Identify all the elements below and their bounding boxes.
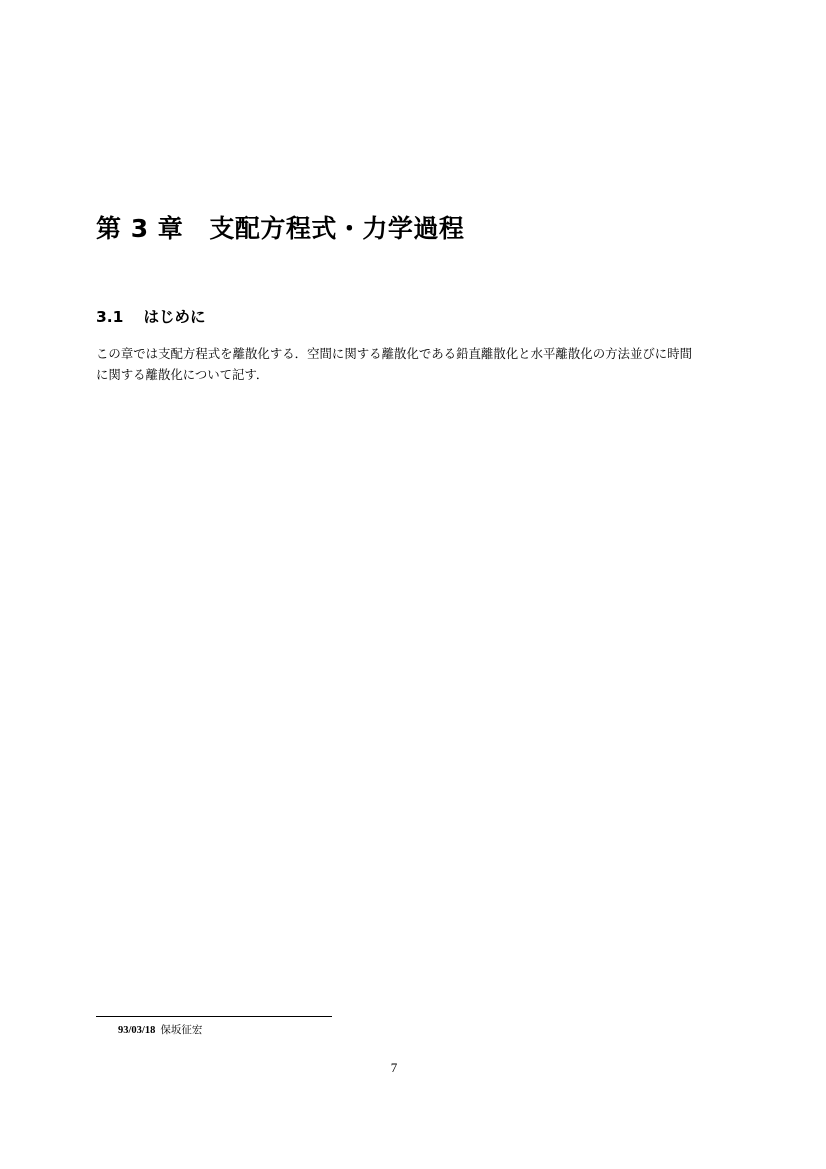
page-number: 7 bbox=[390, 1060, 398, 1075]
body-paragraph: この章では支配方程式を離散化する．空間に関する離散化である鉛直離散化と水平離散化の方法並びに時間に関する離散化について記す． bbox=[96, 346, 692, 383]
section-title: はじめに bbox=[143, 307, 206, 326]
chapter-number: 第 3 章 bbox=[96, 213, 184, 243]
footnote-separator-rule bbox=[96, 1016, 332, 1017]
footnote-author: 保坂征宏 bbox=[160, 1024, 203, 1036]
chapter-title: 支配方程式・力学過程 bbox=[209, 213, 465, 243]
section-number: 3.1 bbox=[96, 307, 124, 326]
footnote-date: 93/03/18 bbox=[118, 1025, 156, 1036]
chapter-heading bbox=[96, 209, 696, 245]
section-heading bbox=[96, 305, 696, 327]
footnote bbox=[118, 1022, 202, 1037]
